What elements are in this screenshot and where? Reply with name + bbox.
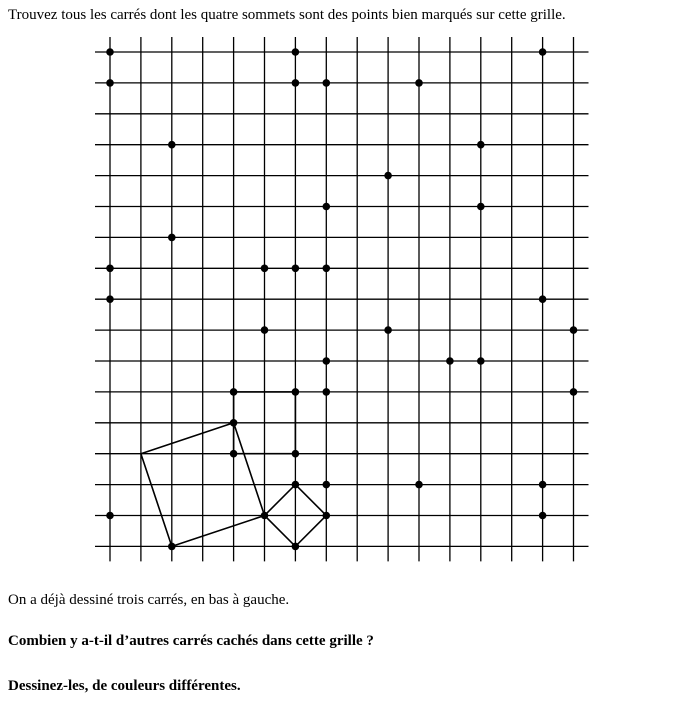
marked-point: [168, 141, 176, 149]
marked-point: [539, 512, 547, 520]
instruction-text: Trouvez tous les carrés dont les quatre sommets sont des points bien marqués sur cette grille.: [8, 7, 566, 23]
marked-point: [106, 79, 114, 87]
grid-lines: [95, 37, 589, 561]
marked-point: [261, 326, 269, 334]
marked-point: [292, 79, 300, 87]
marked-point: [415, 481, 423, 489]
marked-point: [323, 203, 331, 211]
marked-point: [323, 481, 331, 489]
marked-point: [539, 295, 547, 303]
marked-point: [323, 79, 331, 87]
marked-point: [230, 388, 238, 396]
marked-point: [323, 357, 331, 365]
marked-point: [292, 48, 300, 56]
marked-point: [168, 543, 176, 551]
marked-point: [477, 357, 485, 365]
task-text: Dessinez-les, de couleurs différentes.: [8, 678, 241, 694]
marked-point: [570, 326, 578, 334]
marked-point: [446, 357, 454, 365]
marked-point: [323, 512, 331, 520]
question-text: Combien y a-t-il d’autres carrés cachés dans cette grille ?: [8, 633, 374, 649]
marked-point: [323, 388, 331, 396]
marked-point: [106, 512, 114, 520]
marked-point: [384, 326, 392, 334]
marked-point: [384, 172, 392, 180]
marked-point: [261, 512, 269, 520]
marked-point: [415, 79, 423, 87]
marked-point: [292, 450, 300, 458]
marked-point: [292, 543, 300, 551]
marked-point: [106, 295, 114, 303]
marked-point: [230, 450, 238, 458]
marked-point: [106, 265, 114, 273]
marked-point: [292, 265, 300, 273]
marked-point: [477, 141, 485, 149]
marked-point: [539, 48, 547, 56]
marked-point: [106, 48, 114, 56]
marked-point: [570, 388, 578, 396]
marked-point: [292, 388, 300, 396]
marked-point: [230, 419, 238, 427]
marked-point: [168, 234, 176, 242]
marked-point: [323, 265, 331, 273]
note-text: On a déjà dessiné trois carrés, en bas à gauche.: [8, 592, 290, 608]
marked-point: [477, 203, 485, 211]
marked-point: [261, 265, 269, 273]
marked-point: [539, 481, 547, 489]
marked-point: [292, 481, 300, 489]
